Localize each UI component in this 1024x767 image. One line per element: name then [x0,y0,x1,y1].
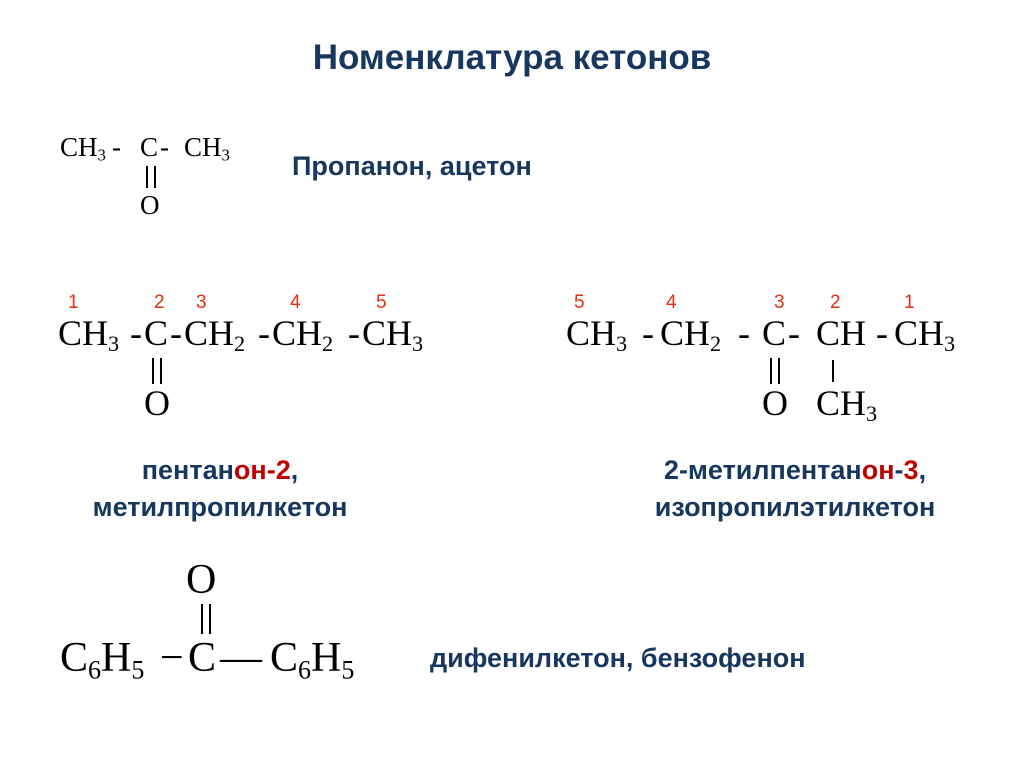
single-bond [832,360,834,382]
phenyl-left: $C_6H_5$ [60,635,145,685]
dash: - [112,132,121,162]
bond: − [160,635,184,681]
carbon-number: 4 [290,292,301,313]
methylpentanone-name-line2: изопропилэтилкетон [654,492,936,522]
carbonyl-carbon: C [188,635,217,681]
double-bond [201,604,211,634]
carbonyl-carbon: C [144,313,169,353]
group-ch3: $CH_3$ [566,313,628,357]
pentanone-formula [58,312,458,422]
ch3-left: $CH_3$ [60,132,106,165]
bond: - [348,313,360,353]
bond: - [258,313,270,353]
carbon-number: 2 [154,292,165,313]
carbon-number: 2 [830,292,841,313]
bond: - [788,313,800,353]
group-ch3: $CH_3$ [362,313,424,357]
propanone-name: Пропанон, ацетон [292,151,532,181]
bond: - [130,313,142,353]
methyl-branch: $CH_3$ [816,383,878,427]
methylpentanone-name [600,452,990,526]
double-bond [770,358,780,384]
ch3-right: $CH_3$ [184,132,230,165]
pentanone-name-line1: пентанон-2, [141,455,299,485]
carbon-number: 5 [574,292,585,313]
carbon-number: 1 [904,292,915,313]
phenyl-right: $C_6H_5$ [270,635,355,685]
carbonyl-carbon: C [762,313,787,353]
group-ch2: $CH_2$ [184,313,246,357]
carbon-number: 3 [196,292,207,313]
group-ch3: $CH_3$ [894,313,956,357]
pentanone-name-line2: метилпропилкетон [92,492,348,522]
carbon-number: 4 [666,292,677,313]
bond: - [170,313,182,353]
group-ch2: $CH_2$ [660,313,722,357]
benzophenone-name: дифенилкетон, бензофенон [430,643,806,673]
methylpentanone-formula [566,312,986,432]
pentanone-name [40,452,400,526]
bond: — [220,635,262,681]
carbonyl-carbon: C [140,132,159,162]
oxygen: O [186,557,217,603]
propanone-formula [60,132,260,232]
methylpentanone-name-line1: 2-метилпентанон-3, [663,455,927,485]
bond: - [642,313,654,353]
bond: - [876,313,888,353]
oxygen: O [144,383,170,423]
carbon-number: 3 [774,292,785,313]
group-ch2: $CH_2$ [272,313,334,357]
slide-title: Номенклатура кетонов [312,38,712,77]
benzophenone-formula [60,556,390,696]
carbon-number: 1 [68,292,79,313]
oxygen: O [140,190,160,220]
bond: - [738,313,750,353]
oxygen: O [762,383,788,423]
group-ch: CH [816,313,867,353]
double-bond [146,166,156,188]
carbon-number: 5 [376,292,387,313]
group-ch3: $CH_3$ [58,313,120,357]
dash: - [160,132,169,162]
double-bond [152,358,162,384]
